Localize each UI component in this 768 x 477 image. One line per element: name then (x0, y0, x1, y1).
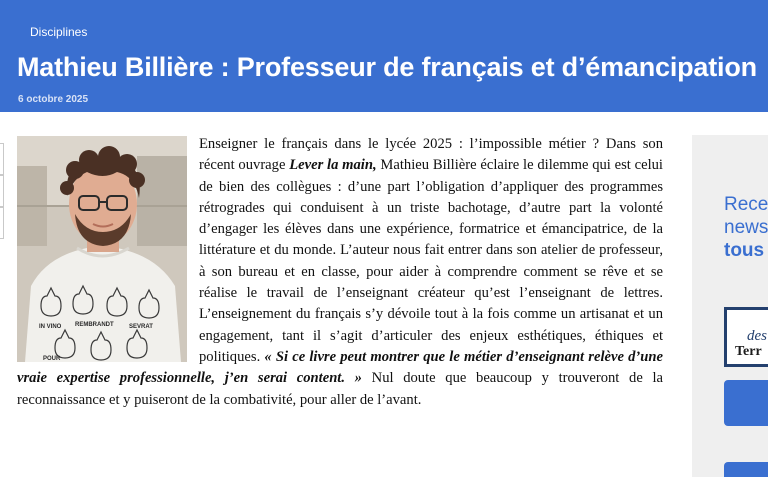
share-tab-1[interactable] (0, 143, 4, 175)
newsletter-heading (724, 193, 768, 262)
newsletter-line-3: tous (724, 240, 765, 261)
author-quote: « Si ce livre peut montrer que le métier d’enseignant relève d’une vraie expertise professionnelle, j’en serai content. » (17, 348, 663, 387)
page-title: Mathieu Billière : Professeur de français et d’émancipation (17, 52, 757, 82)
sidebar-button[interactable] (724, 380, 768, 426)
book-title: Lever la main, (289, 157, 377, 174)
article-paragraph-start: Enseigner le français dans le lycée 2025 : l’impossible métier ? Dans son récent ouvrage (199, 136, 663, 174)
shirt-word-3: SEVRAT (129, 324, 153, 330)
publish-date: 6 octobre 2025 (18, 94, 89, 105)
share-tab-2[interactable] (0, 175, 4, 207)
sidebar-button-2[interactable] (724, 462, 768, 477)
shirt-word-1: IN VINO (39, 324, 62, 330)
newsletter-line-2: news (724, 217, 768, 238)
promo-card-line-1: des (747, 328, 767, 344)
article-paragraph-middle: Mathieu Billière éclaire le dilemme qui est celui de bien des collègues : d’une part l’obligation d’appliquer des programmes rétrogrades qui conduisent à un triste bachotage, d’autre part la volonté d’engager les élèves dans une expérience, formatrice et émancipatrice, de la littérature et du monde. L’auteur nous fait entrer dans son atelier de professeur, à son bureau et en classe, pour aider à comprendre comment se rêve et se réalise le travail de l’enseignant créateur qu’est l’enseignant de lettres. L’enseignement du français s’y dévoile tout à la fois comme un artisanat et un engagement, tant il s’agit d’articuler des enjeux esthétiques, éthiques et politiques. (199, 157, 663, 365)
share-tab-3[interactable] (0, 207, 4, 239)
newsletter-line-1: Rece (724, 194, 768, 215)
shirt-word-4: POUR (43, 356, 61, 362)
article-header (0, 0, 768, 112)
author-photo (17, 136, 187, 362)
article-paragraph-end: Nul doute que beaucoup y trouveront de la reconnaissance et y puiseront de la combativité, pour aller de l’avant. (17, 370, 664, 408)
shirt-word-2: REMBRANDT (75, 322, 114, 328)
promo-card-line-2: Terr (735, 344, 762, 359)
category-link[interactable]: Disciplines (30, 25, 88, 39)
promo-card[interactable] (724, 307, 768, 367)
